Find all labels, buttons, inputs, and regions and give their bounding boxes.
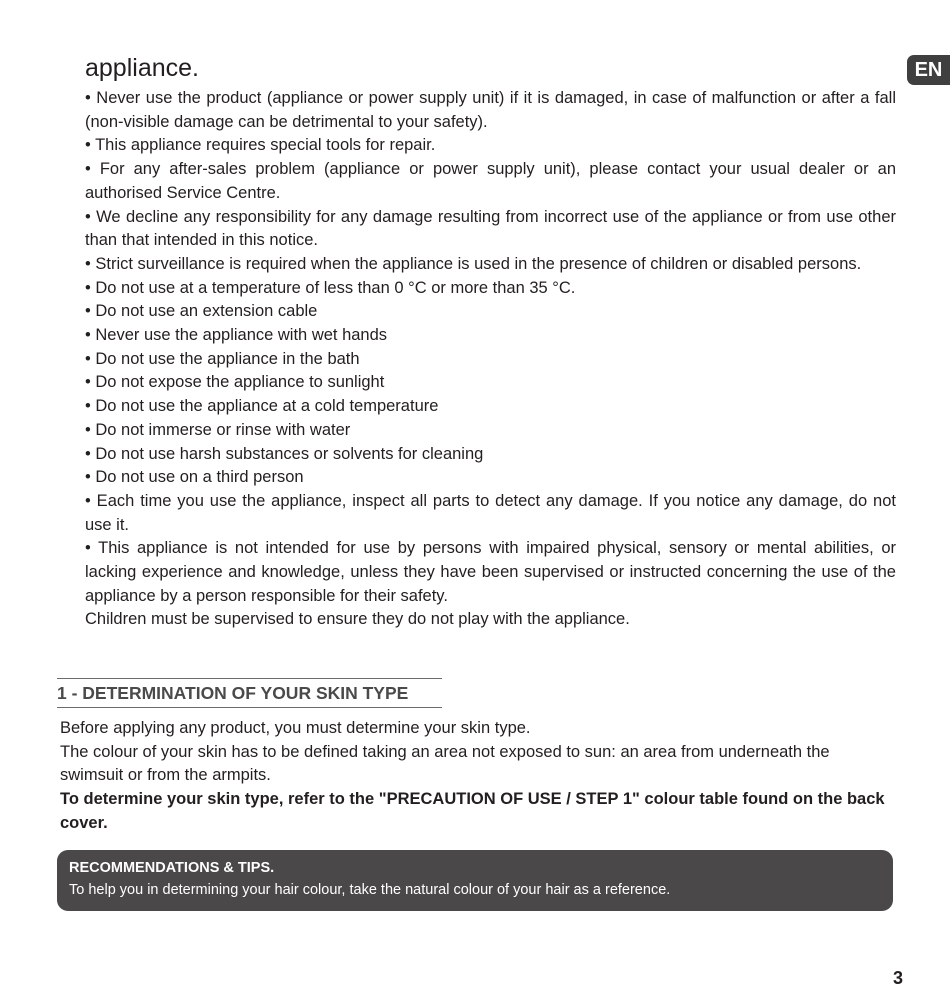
safety-item: • Do not use at a temperature of less than 0 °C or more than 35 °C. bbox=[85, 278, 576, 297]
tips-title: RECOMMENDATIONS & TIPS. bbox=[69, 860, 275, 876]
safety-item: • For any after-sales problem (appliance or power supply unit), please contact your usual dealer or an authorised Service Centre. bbox=[85, 160, 896, 202]
safety-item: • Do not use harsh substances or solvents for cleaning bbox=[85, 444, 484, 463]
safety-item: • This appliance requires special tools for repair. bbox=[85, 136, 436, 155]
skin-type-section bbox=[60, 717, 894, 836]
safety-item: • Each time you use the appliance, inspect all parts to detect any damage. If you notice any damage, do not use it. bbox=[85, 491, 896, 534]
safety-item: • Do not expose the appliance to sunlight bbox=[85, 373, 385, 392]
safety-item: • Do not use on a third person bbox=[85, 468, 304, 487]
safety-instructions-list bbox=[85, 87, 896, 632]
safety-item: • Do not use the appliance at a cold temperature bbox=[85, 397, 439, 416]
skin-type-paragraph: Before applying any product, you must determine your skin type. bbox=[60, 719, 531, 737]
safety-item: Children must be supervised to ensure they do not play with the appliance. bbox=[85, 610, 630, 629]
page-number: 3 bbox=[893, 968, 904, 988]
continued-heading: appliance. bbox=[85, 54, 199, 82]
skin-type-paragraph: The colour of your skin has to be defined taking an area not exposed to sun: an area from underneath the swimsuit or from the armpits. bbox=[60, 742, 830, 785]
safety-item: • This appliance is not intended for use by persons with impaired physical, sensory or mental abilities, or lacking experience and knowledge, unless they have been supervised or instructed concerning the use of the appliance by a person responsible for their safety. bbox=[85, 539, 896, 605]
skin-type-instruction-bold: To determine your skin type, refer to the "PRECAUTION OF USE / STEP 1" colour table found on the back cover. bbox=[60, 790, 885, 832]
recommendations-tips-box bbox=[57, 850, 893, 911]
safety-item: • We decline any responsibility for any damage resulting from incorrect use of the appliance or from use other than that intended in this notice. bbox=[85, 207, 896, 250]
section-title-skin-type: 1 - DETERMINATION OF YOUR SKIN TYPE bbox=[57, 678, 442, 708]
safety-item: • Strict surveillance is required when the appliance is used in the presence of children or disabled persons. bbox=[85, 254, 862, 273]
safety-item: • Never use the product (appliance or power supply unit) if it is damaged, in case of malfunction or after a fall (non-visible damage can be detrimental to your safety). bbox=[85, 89, 896, 131]
safety-item: • Never use the appliance with wet hands bbox=[85, 326, 388, 345]
language-badge: EN bbox=[907, 55, 950, 85]
safety-item: • Do not immerse or rinse with water bbox=[85, 420, 351, 439]
safety-item: • Do not use an extension cable bbox=[85, 302, 318, 321]
tips-text: To help you in determining your hair colour, take the natural colour of your hair as a reference. bbox=[69, 882, 671, 898]
safety-item: • Do not use the appliance in the bath bbox=[85, 349, 360, 368]
